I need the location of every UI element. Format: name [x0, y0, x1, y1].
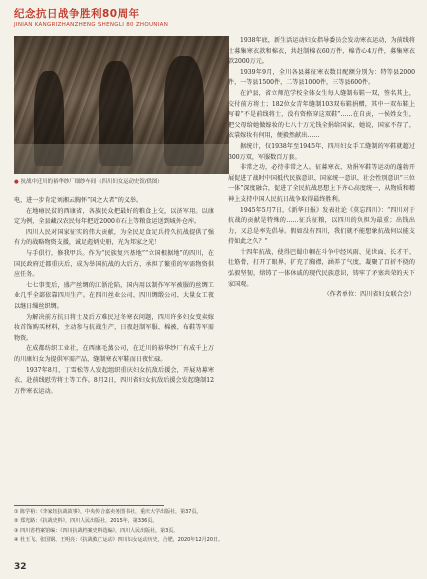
header-title: 纪念抗日战争胜利80周年 [14, 8, 140, 20]
reference-item: ① 陈学裕：《李家钰抗战故事》，中央传合嘉卖务图书社，重庆大学出版社，第37页。 [14, 509, 202, 515]
references [14, 505, 414, 545]
references-divider [14, 505, 164, 506]
paragraph: 1945年5月7日，《新华日报》发表社论《莫忘四川》：“四川对于抗战的贡献是特殊的……征兵征粮，以四川的负担为最重；出钱出力，又总是率先倡导。假如没有四川，我们就不能想象抗战何以能支持如此之久？” [228, 206, 415, 246]
paragraph: 据统计，仅1938年至1945年，四川妇女手工缝制的军鞋就超过300万双，军服数百万套。 [228, 142, 415, 161]
author-affiliation: （作者单位：四川省妇女联合会） [323, 291, 415, 299]
paragraph: 在泸县，省立师范学校全体女生每人缝制布鞋一双，签名其上，交付前方将士；182位女青年缝制103双布鞋捐赠，其中一双布鞋上写着“不是前线将士，没有资格穿这双鞋”……在自贡，一侯姓女生，把父母给她做嫁妆的七八十万元钱全捐给国家，她说，国家不存了，衣裳嫁妆有何用，便毅然献出…… [228, 89, 415, 140]
caption-bullet-icon: ● [14, 179, 19, 185]
paragraph: 在成都纺织工业社，在西康毛蒸公司，在迁川的裕华纱厂有成千上万的川康妇女为提供军需产品，缝制寒衣军鞋而日夜忙碌。 [14, 345, 214, 363]
photo-caption [14, 178, 229, 186]
paragraph: 为解决前方抗日将士及后方难民过冬寒衣问题，四川许多妇女变卖嫁妆首饰购买材料，主动参与抗战生产，日夜赶制军服、棉被、布鞋等军需物资。 [14, 313, 214, 342]
photo-floor [14, 144, 229, 174]
paragraph: 与手俱行，修我甲兵。作为“民族复兴基地”“立国根据地”的四川，在国民政府迁都重庆后，成为举国抗战的大后方，承担了繁重的军需物资供应任务。 [14, 249, 214, 279]
paragraph: 四川人民对国家征实的伟大贡献，为全民足食足兵持久抗战提供了强有力的战略物资支援，诚足彪炳史册，光为邦家之光！ [14, 228, 214, 247]
reference-item: ③ 四川省档案馆编：《四川抗战档案史料选编》，四川人民出版社，第3页。 [14, 527, 179, 534]
paragraph: 1938年底，新生活运动妇女指导委员会发动寒衣运动，为前线将士募集寒衣款和棉衣，共赶制棉衣60万件、棉背心4万件，募集寒衣款2000万元。 [228, 37, 415, 66]
historical-photo [14, 36, 229, 174]
paragraph: 七七事变后，盛产丝绸的江浙沦陷，国内用以制作军军被服的丝绸工业几乎全部依靠四川生产。在四川丝业公司、四川绸缎公司、大量女工夜以继日缫丝织绸。 [14, 281, 214, 310]
page-header [14, 6, 168, 28]
right-column [228, 36, 415, 301]
page-number: 32 [14, 562, 27, 572]
caption-text: 抗战中迁川的裕华纱厂细纱车间（四川妇女运动史馆/供图） [20, 179, 163, 185]
paragraph: 非常之功，必待非常之人。征募寒衣、劝捐军鞋等运动的蓬勃开展促进了战时中国抵代民族意识、国家统一意识、社会性别意识“三位一体”深度融合，促进了全民抗战思想上下齐心高度统一，从物质和精神上支持中国人民抗日战争取得最终胜利。 [228, 164, 415, 203]
reference-item: ② 郑光路：《抗战史料》，四川人民出版社，2015年，第336页。 [14, 518, 158, 525]
paragraph: 十四年抗战，使得巴蜀巾帼在斗争中经风雨、见世面、长才干、壮筋骨，打开了眼界，扩充了胸襟，涵养了气度，凝聚了百折不挠的弘毅坚韧，熔铸了一体休戚的现代民族意识，铸牢了矛塞共荣的天下家国观。 [228, 248, 415, 288]
left-column [14, 196, 214, 397]
paragraph: 1937年8月，丁雪松等人发起组织重庆妇女抗敌后援会，开展劝募寒衣、赴前线慰劳将士等工作。8月2日，四川省妇女抗敌后援会发起缝制12万件寒衣运动。 [14, 366, 214, 395]
reference-item: ④ 杜玉飞、张国钢、王明亮：《抗战救亡运动》四川妇女运动历史，合肥，2020年12月20日。 [14, 536, 224, 543]
paragraph: 1939年9月，全川各县募征寒衣数目配额分别为：特等县2000件，一等县1500件，二等县1000件，三等县600件。 [228, 68, 415, 87]
paragraph: 在地瘠民贫的西康省，各族民众把最好的粮食上交，以济军用。以康定为例，全县藏汉农民每年把近2000市石上等粮食运送到城外仓库。 [14, 207, 214, 226]
paragraph: 电，进一步肯定刘湘云胸怀“国之大者”的义举。 [14, 197, 143, 204]
header-subtitle: JINIAN KANGRIZHANZHENG SHENGLI 80 ZHOUNIAN [14, 22, 169, 28]
